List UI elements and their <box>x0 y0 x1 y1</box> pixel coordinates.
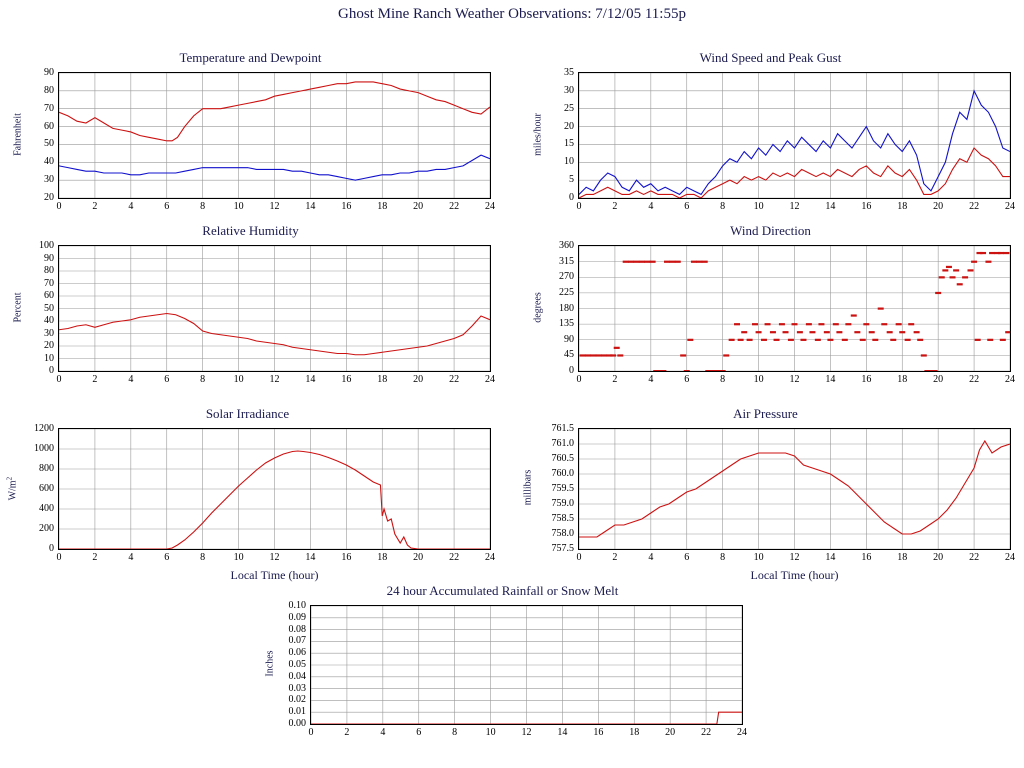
y-tick-label: 135 <box>559 318 574 330</box>
x-tick-label: 6 <box>164 201 170 212</box>
x-tick-label: 22 <box>449 201 460 212</box>
y-tick-label: 80 <box>44 84 54 96</box>
x-tick-label: 22 <box>969 201 980 212</box>
chart-title-pressure: Air Pressure <box>733 406 798 421</box>
y-tick-label: 5 <box>569 174 574 186</box>
plot-canvas-rainfall <box>311 606 742 724</box>
y-tick-label: 180 <box>559 302 574 314</box>
x-tick-label: 0 <box>56 201 62 212</box>
y-tick-label: 20 <box>564 120 574 132</box>
x-tick-label: 20 <box>933 552 944 563</box>
y-tick-label: 15 <box>564 138 574 150</box>
y-tick-label: 760.5 <box>551 453 574 464</box>
plot-area-temperature <box>58 72 491 199</box>
chart-title-temperature: Temperature and Dewpoint <box>179 50 322 65</box>
x-tick-label: 10 <box>233 552 244 563</box>
x-tick-label: 24 <box>1005 374 1015 385</box>
y-tick-label: 600 <box>39 483 54 494</box>
y-axis-label-pressure: millibars <box>522 469 534 506</box>
x-tick-label: 12 <box>269 201 280 212</box>
x-tick-label: 22 <box>449 374 460 385</box>
y-tick-label: 90 <box>564 333 574 345</box>
x-tick-label: 4 <box>128 374 134 385</box>
x-tick-label: 24 <box>485 552 495 563</box>
x-axis-label-solar: Local Time (hour) <box>230 568 319 582</box>
y-tick-label: 40 <box>44 315 54 326</box>
x-tick-label: 10 <box>485 727 496 738</box>
plot-canvas-pressure <box>579 429 1010 549</box>
x-tick-label: 22 <box>701 727 712 738</box>
y-tick-label: 100 <box>39 240 54 251</box>
y-tick-label: 0.05 <box>288 659 306 670</box>
x-tick-label: 0 <box>576 552 582 563</box>
x-tick-label: 8 <box>200 374 206 385</box>
x-tick-label: 4 <box>648 552 654 563</box>
y-tick-label: 758.0 <box>551 528 574 539</box>
x-tick-label: 12 <box>269 374 280 385</box>
y-tick-label: 35 <box>564 67 574 78</box>
x-tick-label: 0 <box>576 374 582 385</box>
y-axis-label-humidity: Percent <box>12 292 24 322</box>
x-tick-label: 6 <box>684 201 690 212</box>
x-tick-label: 12 <box>269 552 280 563</box>
y-tick-label: 0 <box>569 365 574 376</box>
x-tick-label: 18 <box>897 201 908 212</box>
y-tick-label: 759.0 <box>551 498 574 509</box>
chart-title-winddir: Wind Direction <box>730 223 811 238</box>
y-tick-label: 0.01 <box>288 706 306 718</box>
y-tick-label: 25 <box>564 102 574 114</box>
chart-title-wind: Wind Speed and Peak Gust <box>699 50 842 65</box>
x-tick-label: 22 <box>449 552 460 563</box>
plot-canvas-humidity <box>59 246 490 371</box>
x-tick-label: 2 <box>92 552 98 563</box>
x-tick-label: 24 <box>485 201 495 212</box>
x-tick-label: 14 <box>305 374 316 385</box>
y-tick-label: 0.10 <box>288 600 306 611</box>
x-tick-label: 12 <box>789 374 800 385</box>
x-tick-label: 2 <box>92 374 98 385</box>
x-tick-label: 24 <box>1005 201 1015 212</box>
x-tick-label: 18 <box>377 552 388 563</box>
x-tick-label: 18 <box>377 374 388 385</box>
y-tick-label: 40 <box>44 156 54 168</box>
y-tick-label: 761.5 <box>551 423 574 434</box>
y-tick-label: 60 <box>44 290 54 301</box>
x-tick-label: 8 <box>200 552 206 563</box>
x-tick-label: 2 <box>612 374 618 385</box>
x-tick-label: 14 <box>305 552 316 563</box>
x-tick-label: 16 <box>861 552 872 563</box>
x-tick-label: 12 <box>789 552 800 563</box>
y-tick-label: 0.02 <box>288 694 306 706</box>
y-tick-label: 90 <box>44 252 54 264</box>
x-tick-label: 6 <box>164 552 170 563</box>
y-tick-label: 10 <box>564 156 574 168</box>
x-tick-label: 16 <box>341 201 352 212</box>
y-tick-label: 757.5 <box>551 543 574 554</box>
y-tick-label: 761.0 <box>551 438 574 449</box>
x-tick-label: 22 <box>969 552 980 563</box>
x-tick-label: 14 <box>305 201 316 212</box>
y-tick-label: 0.03 <box>288 682 306 694</box>
x-tick-label: 0 <box>56 552 62 563</box>
x-tick-label: 16 <box>341 552 352 563</box>
x-tick-label: 24 <box>485 374 495 385</box>
x-tick-label: 20 <box>933 201 944 212</box>
x-axis-label-pressure: Local Time (hour) <box>750 568 839 582</box>
y-tick-label: 315 <box>559 255 574 267</box>
x-tick-label: 18 <box>629 727 640 738</box>
x-tick-label: 0 <box>576 201 582 212</box>
y-tick-label: 760.0 <box>551 468 574 479</box>
y-tick-label: 225 <box>559 286 574 298</box>
chart-title-rainfall: 24 hour Accumulated Rainfall or Snow Melt <box>386 583 619 598</box>
plot-canvas-temperature <box>59 73 490 198</box>
x-tick-label: 20 <box>413 552 424 563</box>
y-axis-label-rainfall: Inches <box>264 650 276 677</box>
x-tick-label: 6 <box>164 374 170 385</box>
y-tick-label: 30 <box>44 174 54 186</box>
x-tick-label: 12 <box>521 727 532 738</box>
x-tick-label: 16 <box>341 374 352 385</box>
x-tick-label: 4 <box>128 552 134 563</box>
y-tick-label: 0.00 <box>288 718 306 729</box>
plot-area-winddir <box>578 245 1011 372</box>
y-axis-label-solar: $W/m^2$ <box>5 476 19 501</box>
chart-title-solar: Solar Irradiance <box>205 406 290 421</box>
plot-area-humidity <box>58 245 491 372</box>
x-tick-label: 16 <box>861 374 872 385</box>
y-tick-label: 30 <box>564 84 574 96</box>
x-tick-label: 16 <box>861 201 872 212</box>
x-tick-label: 10 <box>753 374 764 385</box>
y-tick-label: 0.08 <box>288 623 306 635</box>
y-tick-label: 800 <box>39 463 54 474</box>
plot-canvas-solar <box>59 429 490 549</box>
x-tick-label: 10 <box>753 552 764 563</box>
y-tick-label: 60 <box>44 120 54 132</box>
x-tick-label: 20 <box>413 201 424 212</box>
plot-area-wind <box>578 72 1011 199</box>
x-tick-label: 0 <box>308 727 314 738</box>
x-tick-label: 2 <box>612 201 618 212</box>
x-tick-label: 24 <box>737 727 747 738</box>
y-tick-label: 200 <box>39 523 54 534</box>
y-tick-label: 20 <box>44 340 54 351</box>
y-tick-label: 90 <box>44 67 54 78</box>
x-tick-label: 2 <box>92 201 98 212</box>
y-tick-label: 0 <box>49 365 54 376</box>
x-tick-label: 8 <box>452 727 458 738</box>
x-tick-label: 24 <box>1005 552 1015 563</box>
y-tick-label: 759.5 <box>551 483 574 494</box>
x-tick-label: 12 <box>789 201 800 212</box>
x-tick-label: 10 <box>233 374 244 385</box>
y-axis-label-wind: miles/hour <box>532 112 544 156</box>
x-tick-label: 18 <box>897 374 908 385</box>
x-tick-label: 18 <box>377 201 388 212</box>
x-tick-label: 8 <box>720 374 726 385</box>
x-tick-label: 0 <box>56 374 62 385</box>
x-tick-label: 2 <box>344 727 350 738</box>
y-tick-label: 0 <box>569 192 574 203</box>
x-tick-label: 20 <box>933 374 944 385</box>
x-tick-label: 4 <box>380 727 386 738</box>
x-tick-label: 8 <box>200 201 206 212</box>
x-tick-label: 22 <box>969 374 980 385</box>
plot-area-pressure <box>578 428 1011 550</box>
plot-canvas-winddir <box>579 246 1010 371</box>
x-tick-label: 8 <box>720 201 726 212</box>
x-tick-label: 20 <box>665 727 676 738</box>
y-tick-label: 70 <box>44 102 54 114</box>
y-tick-label: 70 <box>44 277 54 289</box>
y-tick-label: 0 <box>49 543 54 554</box>
x-tick-label: 14 <box>825 552 836 563</box>
y-tick-label: 10 <box>44 352 54 364</box>
x-tick-label: 2 <box>612 552 618 563</box>
y-tick-label: 1000 <box>34 443 54 454</box>
y-tick-label: 0.06 <box>288 647 306 659</box>
y-tick-label: 0.07 <box>288 635 306 647</box>
x-tick-label: 6 <box>684 374 690 385</box>
y-tick-label: 80 <box>44 265 54 276</box>
y-tick-label: 45 <box>564 349 574 361</box>
y-tick-label: 270 <box>559 271 574 283</box>
y-tick-label: 1200 <box>34 423 54 434</box>
x-tick-label: 6 <box>416 727 422 738</box>
plot-canvas-wind <box>579 73 1010 198</box>
x-tick-label: 6 <box>684 552 690 563</box>
x-tick-label: 14 <box>825 374 836 385</box>
plot-area-rainfall <box>310 605 743 725</box>
y-tick-label: 758.5 <box>551 513 574 524</box>
x-tick-label: 14 <box>557 727 568 738</box>
y-axis-label-winddir: degrees <box>532 291 544 323</box>
y-tick-label: 0.09 <box>288 611 306 623</box>
y-tick-label: 50 <box>44 138 54 150</box>
y-tick-label: 0.04 <box>288 670 306 682</box>
x-tick-label: 20 <box>413 374 424 385</box>
plot-area-solar <box>58 428 491 550</box>
x-tick-label: 10 <box>753 201 764 212</box>
x-tick-label: 16 <box>593 727 604 738</box>
x-tick-label: 4 <box>648 374 654 385</box>
page-title: Ghost Mine Ranch Weather Observations: 7/12/05 11:55p <box>338 6 686 22</box>
x-tick-label: 14 <box>825 201 836 212</box>
y-axis-label-temperature: Fahrenheit <box>12 112 24 156</box>
y-tick-label: 400 <box>39 503 54 514</box>
x-tick-label: 4 <box>648 201 654 212</box>
y-tick-label: 20 <box>44 192 54 203</box>
y-tick-label: 50 <box>44 302 54 314</box>
chart-title-humidity: Relative Humidity <box>202 223 299 238</box>
x-tick-label: 18 <box>897 552 908 563</box>
x-tick-label: 4 <box>128 201 134 212</box>
x-tick-label: 8 <box>720 552 726 563</box>
x-tick-label: 10 <box>233 201 244 212</box>
y-tick-label: 360 <box>559 240 574 251</box>
y-tick-label: 30 <box>44 327 54 339</box>
